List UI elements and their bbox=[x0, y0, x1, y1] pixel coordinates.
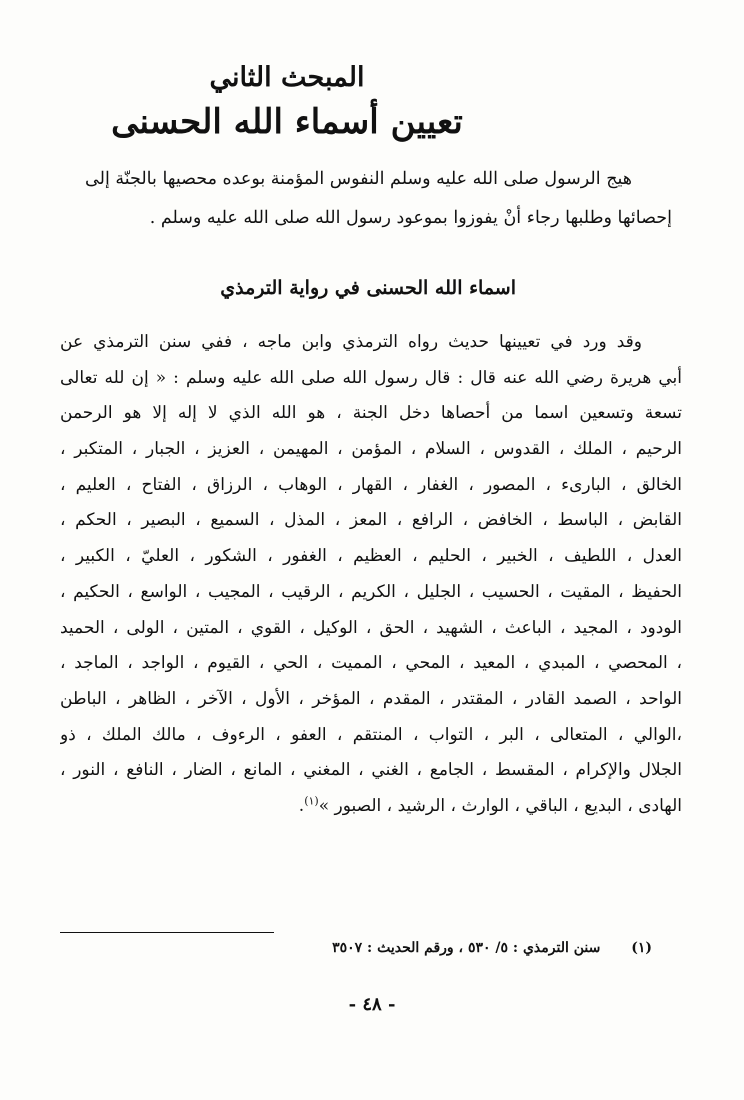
section-heading: اسماء الله الحسنى في رواية الترمذي bbox=[220, 277, 516, 299]
body-line: الودود ، المجيد ، الباعث ، الشهيد ، الحق ، الوكيل ، القوي ، المتين ، الولى ، الحميد bbox=[60, 617, 682, 638]
body-last-line bbox=[60, 789, 682, 825]
footnote-reference[interactable]: (١) bbox=[304, 794, 319, 808]
body-line: الحفيظ ، المقيت ، الحسيب ، الجليل ، الكريم ، الرقيب ، المجيب ، الواسع ، الحكيم ، bbox=[60, 581, 682, 602]
intro-line: إحصائها وطلبها رجاء أنْ يفوزوا بموعود رسول الله صلى الله عليه وسلم . bbox=[149, 208, 672, 228]
body-paragraph bbox=[60, 325, 682, 825]
footnote-text: سنن الترمذي : ٥/ ٥٣٠ ، ورقم الحديث : ٣٥٠٧ bbox=[332, 940, 601, 956]
body-line-text: الهادى ، البديع ، الباقي ، الوارث ، الرشيد ، الصبور » bbox=[318, 795, 682, 816]
footnote bbox=[332, 940, 652, 956]
body-line: العدل ، اللطيف ، الخبير ، الحليم ، العظيم ، الغفور ، الشكور ، العليّ ، الكبير ، bbox=[60, 546, 682, 567]
body-line: أبي هريرة رضي الله عنه قال : قال رسول الله صلى الله عليه وسلم : « إن لله تعالى bbox=[60, 367, 682, 388]
body-line: الخالق ، البارىء ، المصور ، الغفار ، القهار ، الوهاب ، الرزاق ، الفتاح ، العليم ، bbox=[60, 474, 682, 495]
body-line: الرحيم ، الملك ، القدوس ، السلام ، المؤمن ، المهيمن ، العزيز ، الجبار ، المتكبر ، bbox=[60, 439, 682, 460]
intro-paragraph bbox=[68, 160, 672, 238]
title-block bbox=[0, 58, 744, 146]
body-line: القابض ، الباسط ، الخافض ، الرافع ، المعز ، المذل ، السميع ، البصير ، الحكم ، bbox=[60, 510, 682, 531]
body-line: ، المحصي ، المبدي ، المعيد ، المحي ، المميت ، الحي ، القيوم ، الواجد ، الماجد ، bbox=[60, 653, 682, 674]
footnote-divider bbox=[60, 932, 274, 933]
chapter-title: المبحث الثاني bbox=[209, 62, 365, 93]
body-line: الجلال والإكرام ، المقسط ، الجامع ، الغني ، المغني ، المانع ، الضار ، النافع ، النور ، bbox=[60, 760, 682, 781]
body-line: تسعة وتسعين اسما من أحصاها دخل الجنة ، هو الله الذي لا إله إلا هو الرحمن bbox=[60, 403, 682, 424]
body-line: وقد ورد في تعيينها حديث رواه الترمذي وابن ماجه ، ففي سنن الترمذي عن bbox=[60, 332, 642, 352]
body-line: الواحد ، الصمد القادر ، المقتدر ، المقدم ، المؤخر ، الأول ، الآخر ، الظاهر ، الباطن bbox=[60, 688, 682, 709]
body-line: ،الوالي ، المتعالى ، البر ، التواب ، المنتقم ، العفو ، الرءوف ، مالك الملك ، ذو bbox=[60, 724, 682, 745]
main-title: تعيين أسماء الله الحسنى bbox=[111, 102, 463, 142]
page-number: - ٤٨ - bbox=[348, 994, 396, 1015]
body-end-punctuation: . bbox=[298, 795, 305, 816]
footnote-number: (١) bbox=[631, 940, 652, 956]
intro-line: هيج الرسول صلى الله عليه وسلم النفوس المؤمنة بوعده محصيها بالجنّة إلى bbox=[85, 169, 632, 189]
